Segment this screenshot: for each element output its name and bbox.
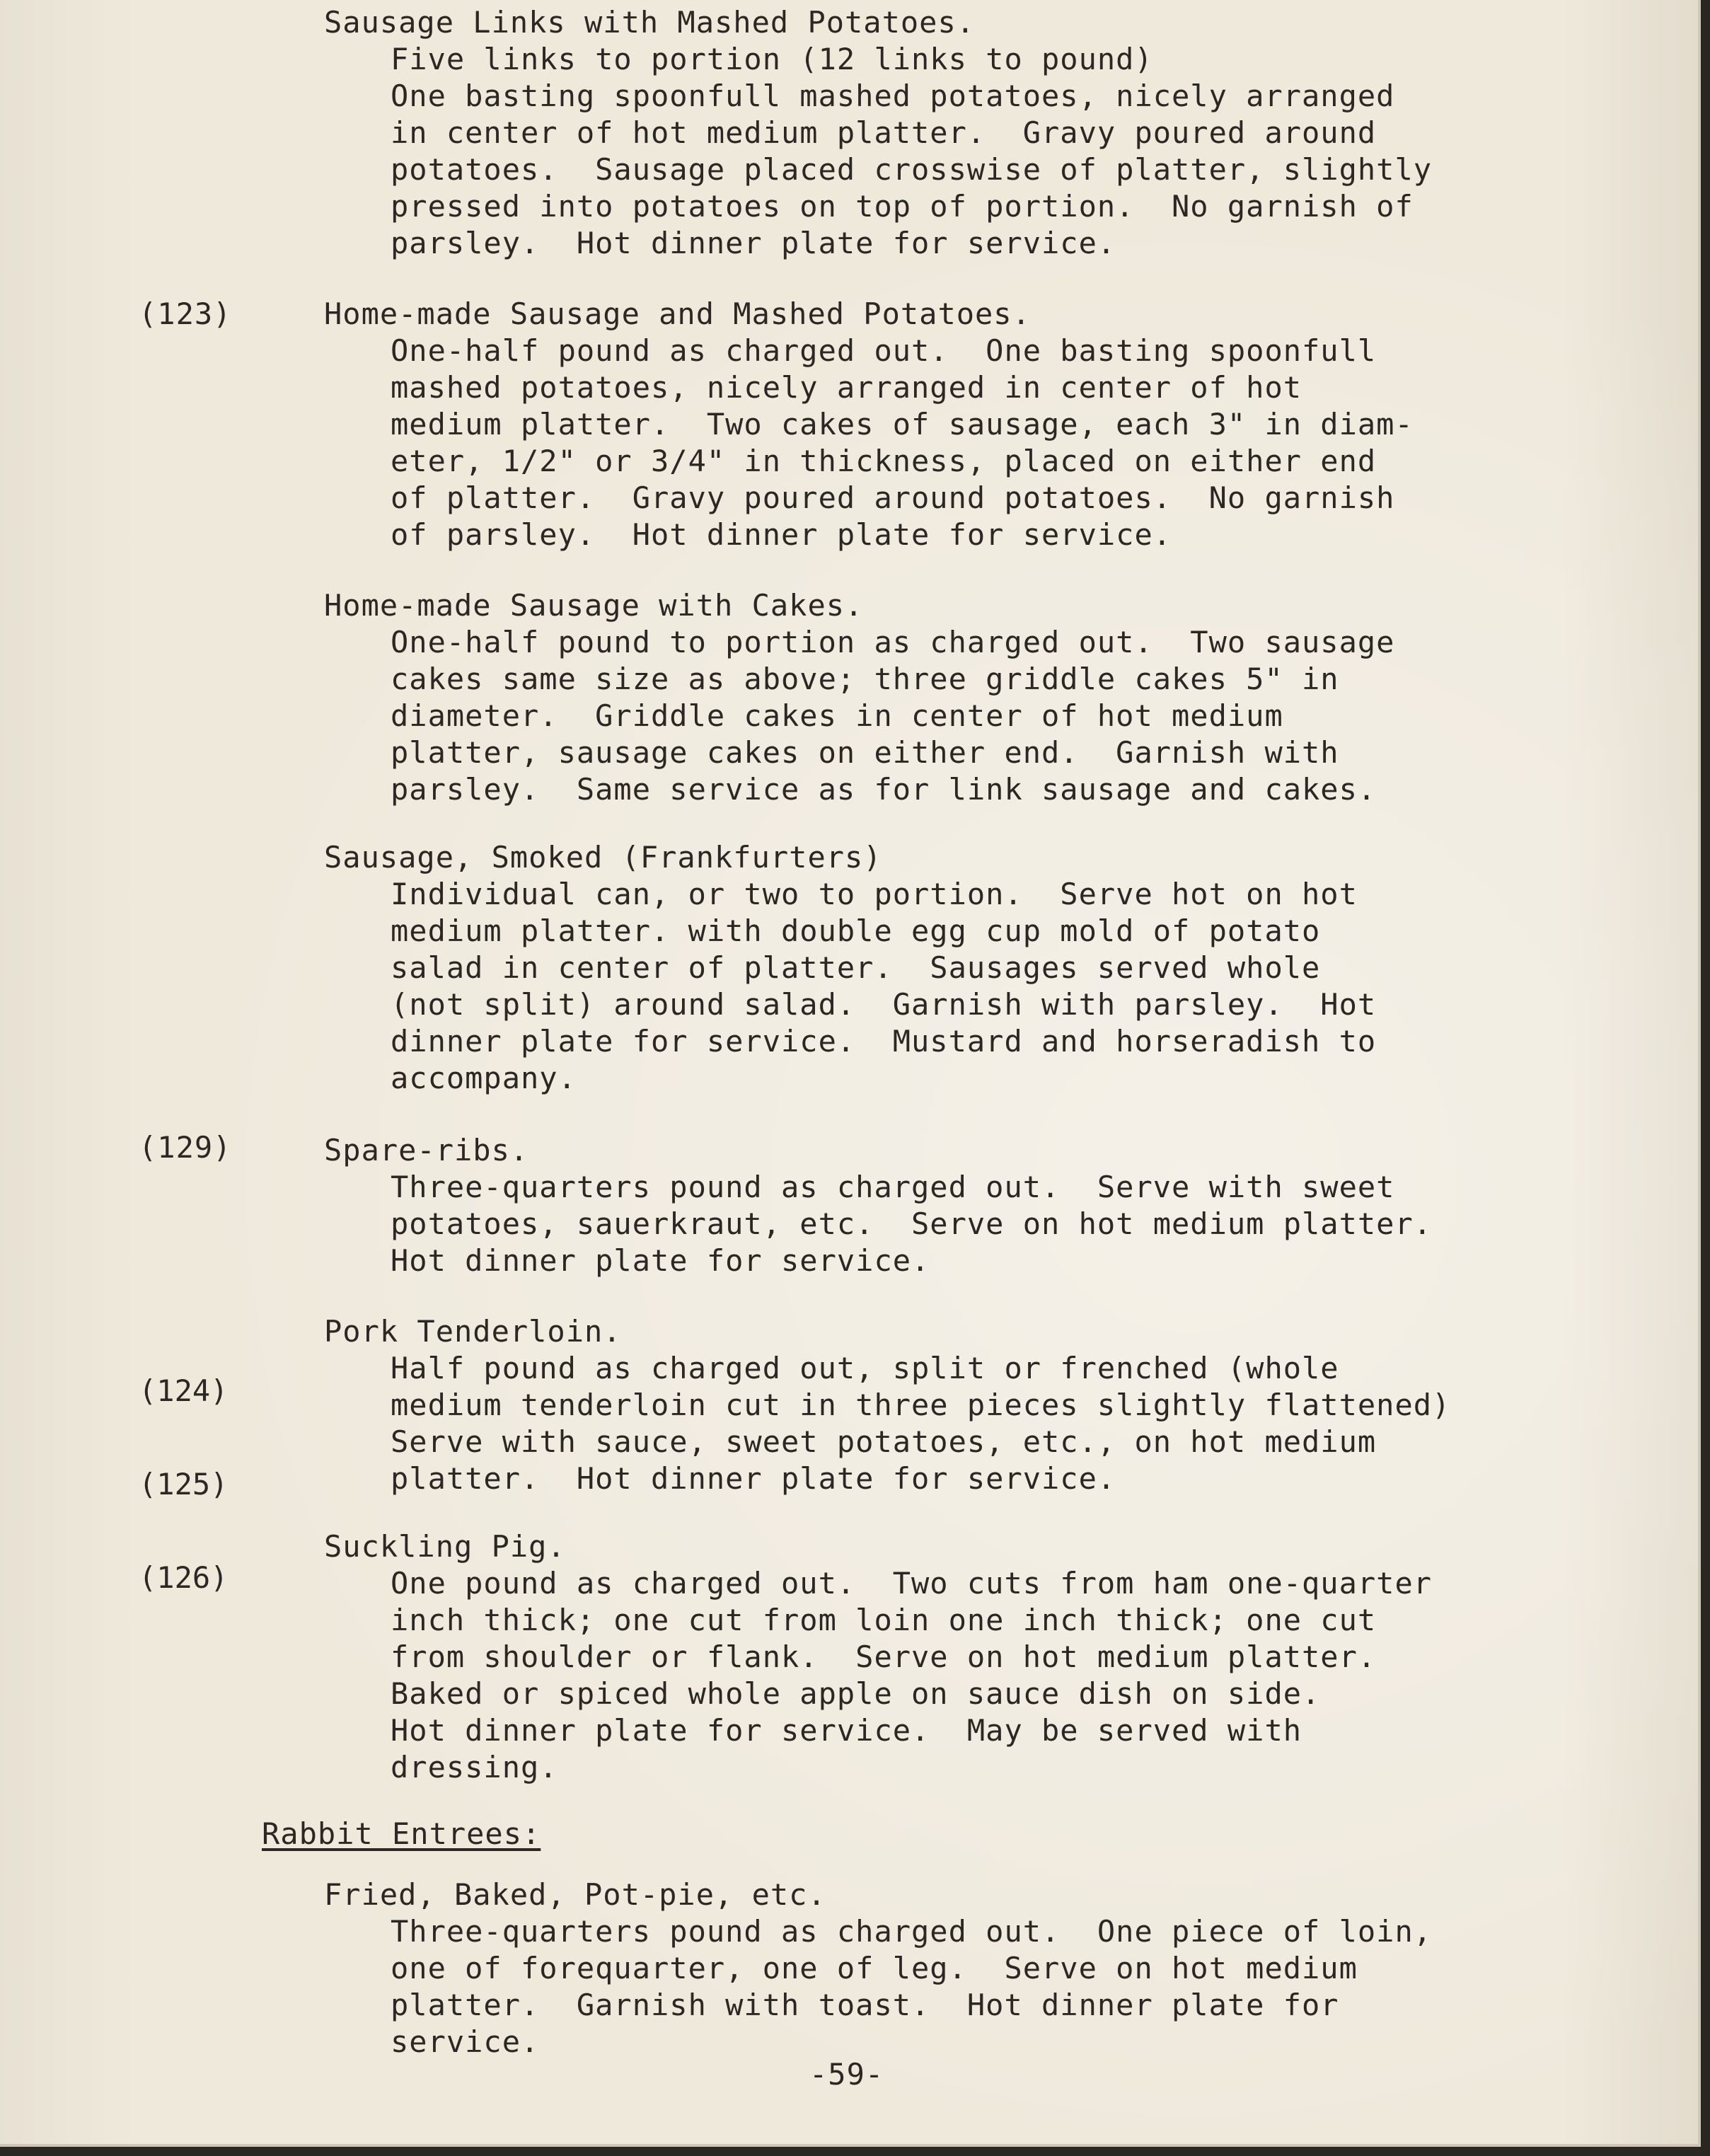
entry-text-line: pressed into potatoes on top of portion. No garnish of xyxy=(391,189,1414,224)
entry-text-line: One-half pound as charged out. One basting spoonfull xyxy=(391,333,1377,368)
reference-number: (129) xyxy=(139,1130,232,1165)
entry-text-line: dressing. xyxy=(391,1750,558,1785)
entry-text-line: potatoes, sauerkraut, etc. Serve on hot medium platter. xyxy=(391,1206,1433,1241)
entry-text-line: Hot dinner plate for service. May be served with xyxy=(391,1713,1302,1748)
entry-text-line: parsley. Hot dinner plate for service. xyxy=(391,226,1116,260)
entry-heading: Sausage, Smoked (Frankfurters) xyxy=(324,840,882,875)
entry-text-line: Three-quarters pound as charged out. One piece of loin, xyxy=(391,1914,1433,1949)
entry-heading: Sausage Links with Mashed Potatoes. xyxy=(324,5,976,40)
entry-text-line: platter, sausage cakes on either end. Garnish with xyxy=(391,735,1339,770)
entry-heading: Home-made Sausage and Mashed Potatoes. xyxy=(324,296,1031,331)
entry-text-line: diameter. Griddle cakes in center of hot medium xyxy=(391,698,1283,733)
entry-text-line: accompany. xyxy=(391,1061,577,1095)
reference-number: (124) xyxy=(139,1373,229,1408)
entry-text-line: salad in center of platter. Sausages served whole xyxy=(391,950,1321,985)
entry-heading: Pork Tenderloin. xyxy=(324,1314,622,1349)
entry-text-line: of platter. Gravy poured around potatoes. No garnish xyxy=(391,480,1395,515)
entry-text-line: platter. Garnish with toast. Hot dinner plate for xyxy=(391,1988,1339,2022)
reference-number-group xyxy=(139,1313,246,1656)
entry-heading: Suckling Pig. xyxy=(324,1529,566,1564)
entry-text-line: One-half pound to portion as charged out. Two sausage xyxy=(391,625,1395,659)
entry-text-line: in center of hot medium platter. Gravy poured around xyxy=(391,115,1377,150)
page-number: -59- xyxy=(809,2057,884,2092)
entry-text-line: Three-quarters pound as charged out. Serve with sweet xyxy=(391,1170,1395,1204)
entry-text-line: medium platter. with double egg cup mold of potato xyxy=(391,913,1321,948)
entry-text-line: One pound as charged out. Two cuts from ham one-quarter xyxy=(391,1566,1433,1601)
entry-heading: Fried, Baked, Pot-pie, etc. xyxy=(324,1877,826,1912)
entry-text-line: One basting spoonfull mashed potatoes, nicely arranged xyxy=(391,79,1395,113)
entry-text-line: potatoes. Sausage placed crosswise of platter, slightly xyxy=(391,152,1433,187)
section-heading: Rabbit Entrees: xyxy=(262,1816,541,1851)
entry-text-line: medium platter. Two cakes of sausage, each 3" in diam- xyxy=(391,407,1414,442)
entry-heading: Spare-ribs. xyxy=(324,1133,529,1168)
entry-text-line: Half pound as charged out, split or frenched (whole xyxy=(391,1351,1339,1385)
entry-text-line: eter, 1/2" or 3/4" in thickness, placed on either end xyxy=(391,444,1377,478)
entry-text-line: dinner plate for service. Mustard and horseradish to xyxy=(391,1024,1377,1059)
entry-text-line: Hot dinner plate for service. xyxy=(391,1243,930,1278)
entry-text-line: from shoulder or flank. Serve on hot medium platter. xyxy=(391,1639,1377,1674)
reference-number: (123) xyxy=(139,296,232,331)
entry-text-line: service. xyxy=(391,2024,540,2059)
entry-text-line: inch thick; one cut from loin one inch thick; one cut xyxy=(391,1603,1377,1637)
entry-text-line: platter. Hot dinner plate for service. xyxy=(391,1461,1116,1496)
entry-text-line: parsley. Same service as for link sausage and cakes. xyxy=(391,772,1377,807)
entry-text-line: Baked or spiced whole apple on sauce dish on side. xyxy=(391,1676,1321,1711)
entry-text-line: cakes same size as above; three griddle cakes 5" in xyxy=(391,662,1339,696)
entry-text-line: medium tenderloin cut in three pieces slightly flattened) xyxy=(391,1388,1451,1422)
reference-number: (126) xyxy=(139,1560,229,1595)
entry-text-line: mashed potatoes, nicely arranged in center of hot xyxy=(391,370,1302,405)
entry-text-line: (not split) around salad. Garnish with parsley. Hot xyxy=(391,987,1377,1022)
entry-heading: Home-made Sausage with Cakes. xyxy=(324,588,864,623)
reference-number: (125) xyxy=(139,1467,229,1501)
entry-text-line: one of forequarter, one of leg. Serve on hot medium xyxy=(391,1951,1358,1985)
entry-text-line: Serve with sauce, sweet potatoes, etc., on hot medium xyxy=(391,1424,1377,1459)
entry-text-line: Individual can, or two to portion. Serve hot on hot xyxy=(391,877,1358,911)
entry-text-line: of parsley. Hot dinner plate for service. xyxy=(391,517,1172,552)
entry-text-line: Five links to portion (12 links to pound) xyxy=(391,42,1153,76)
